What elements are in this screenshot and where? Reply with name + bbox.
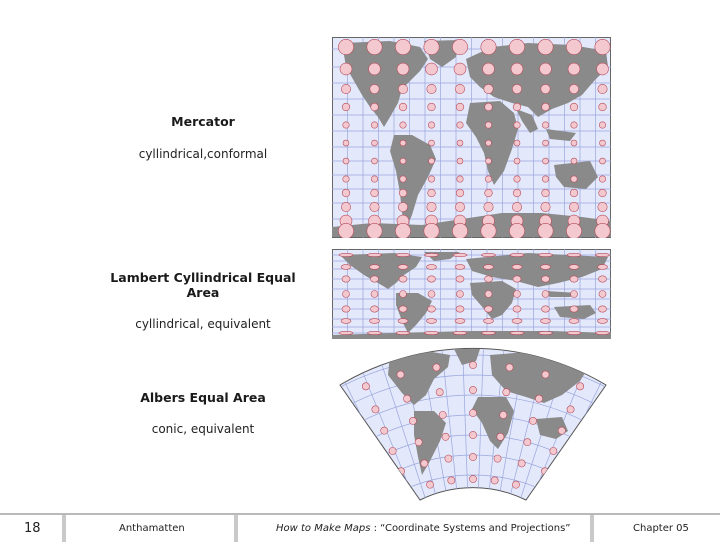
footer-divider: [234, 515, 238, 542]
mercator-label: [130, 114, 276, 161]
footer-chapter: Chapter 05: [633, 523, 689, 534]
mercator-map: [332, 37, 611, 238]
book-title: How to Make Maps: [276, 523, 371, 534]
footer-divider: [590, 515, 594, 542]
projection-name: Albers Equal Area: [140, 390, 266, 405]
projection-name: Lambert Cyllindrical Equal Area: [110, 270, 296, 300]
projection-properties: cyllindrical, equivalent: [135, 317, 271, 331]
footer-title: [276, 515, 570, 542]
footer-divider: [62, 515, 66, 542]
footer-author: Anthamatten: [119, 523, 185, 534]
lambert-label: [100, 270, 306, 331]
projection-properties: conic, equivalent: [151, 422, 255, 436]
projection-name: Mercator: [171, 114, 235, 129]
projection-properties: cyllindrical,conformal: [138, 147, 268, 161]
chapter-title: : “Coordinate Systems and Projections”: [370, 523, 571, 534]
albers-map: [330, 345, 616, 502]
page-number: 18: [24, 521, 41, 536]
footer: [0, 513, 720, 542]
lambert-map: [332, 249, 611, 339]
albers-label: [130, 390, 276, 436]
